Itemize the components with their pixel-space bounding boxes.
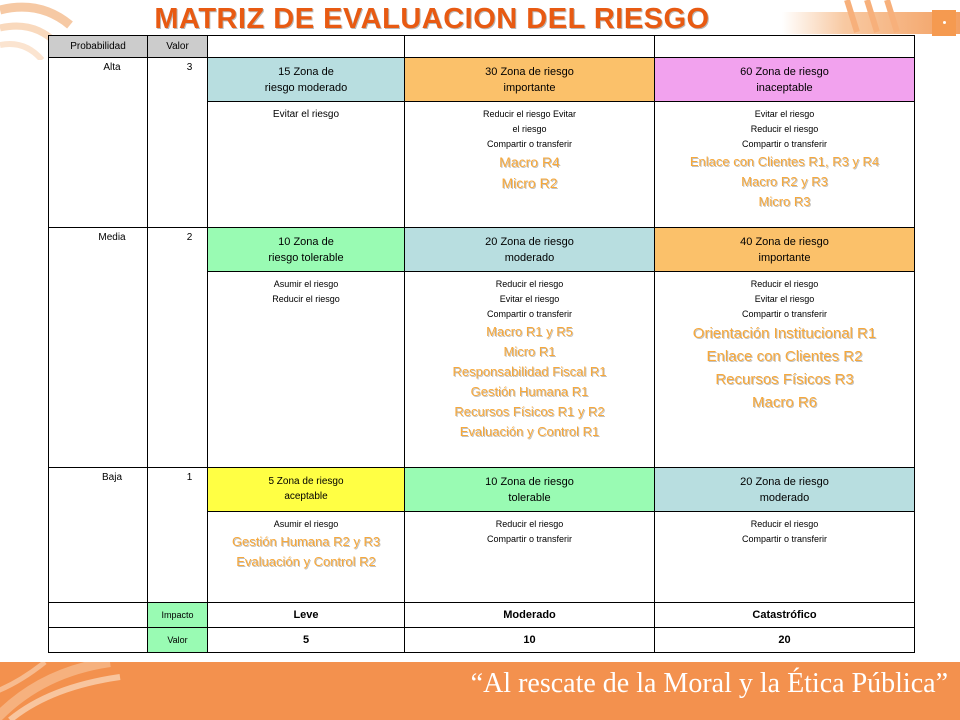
footer-slogan: “Al rescate de la Moral y la Ética Pública”: [470, 668, 948, 699]
action-text: Reducir el riesgo: [750, 124, 819, 134]
action-text: Reducir el riesgo: [495, 519, 564, 529]
valor-catastrofico: 20: [655, 628, 915, 653]
corner-square-decoration: [932, 10, 956, 36]
action-text: Reducir el riesgo: [750, 279, 819, 289]
valor-leve: 5: [208, 628, 405, 653]
media-zone-row: [49, 228, 915, 272]
zone-cell-alta-moderado: [405, 58, 655, 102]
prob-value-alta: 3: [148, 58, 208, 228]
action-text: Asumir el riesgo: [273, 279, 339, 289]
area-text: Micro R3: [758, 194, 811, 209]
zone-cell-baja-catastrofico: [655, 468, 915, 512]
valor-moderado: 10: [405, 628, 655, 653]
alta-zone-row: [49, 58, 915, 102]
action-text: Reducir el riesgo Evitar: [482, 109, 577, 119]
risk-matrix-table: [48, 35, 915, 653]
action-text: Asumir el riesgo: [273, 519, 339, 529]
zone-line: 60 Zona de riesgo: [740, 66, 829, 78]
zone-line: 15 Zona de: [278, 66, 334, 78]
area-text: Macro R4: [499, 154, 560, 170]
area-text: Micro R2: [501, 175, 558, 191]
strategy-cell-baja-catastrofico: [655, 512, 915, 603]
zone-line: 20 Zona de riesgo: [740, 476, 829, 488]
prob-value-media: 2: [148, 228, 208, 468]
zone-line: importante: [758, 252, 811, 264]
page-title: MATRIZ DE EVALUACION DEL RIESGO: [154, 3, 710, 35]
zone-cell-alta-catastrofico: [655, 58, 915, 102]
area-text: Gestión Humana R1: [470, 384, 589, 399]
prob-value-baja: 1: [148, 468, 208, 603]
zone-line: 40 Zona de riesgo: [740, 236, 829, 248]
action-text: Evitar el riesgo: [272, 109, 340, 120]
impacto-row: [49, 603, 915, 628]
impacto-leve: Leve: [208, 603, 405, 628]
header-row: [49, 36, 915, 58]
strategy-cell-media-leve: [208, 272, 405, 468]
valor-label: Valor: [148, 628, 208, 653]
strategy-cell-alta-leve: [208, 102, 405, 228]
strategy-cell-alta-moderado: [405, 102, 655, 228]
header-empty-cell: [655, 36, 915, 58]
action-text: Reducir el riesgo: [272, 294, 340, 304]
area-text: Macro R1 y R5: [486, 324, 573, 339]
zone-line: 20 Zona de riesgo: [485, 236, 574, 248]
header-empty-cell: [208, 36, 405, 58]
area-text: Micro R1: [503, 344, 556, 359]
prob-label-alta: Alta: [49, 58, 148, 228]
area-text: Evaluación y Control R1: [459, 424, 600, 439]
action-text: Compartir o transferir: [741, 309, 828, 319]
header-probabilidad: Probabilidad: [49, 36, 148, 58]
header-valor: Valor: [148, 36, 208, 58]
strategy-cell-baja-moderado: [405, 512, 655, 603]
zone-cell-media-moderado: [405, 228, 655, 272]
impacto-label: Impacto: [148, 603, 208, 628]
zone-line: moderado: [759, 492, 810, 504]
footer-swirl-decoration: [0, 662, 200, 720]
action-text: Evitar el riesgo: [499, 294, 560, 304]
strategy-cell-media-moderado: [405, 272, 655, 468]
zone-line: tolerable: [508, 492, 551, 504]
strategy-cell-baja-leve: [208, 512, 405, 603]
action-text: el riesgo: [512, 124, 547, 134]
zone-cell-media-catastrofico: [655, 228, 915, 272]
action-text: Evitar el riesgo: [754, 109, 815, 119]
strategy-cell-alta-catastrofico: [655, 102, 915, 228]
header-empty-cell: [405, 36, 655, 58]
area-text: Recursos Físicos R1 y R2: [454, 404, 605, 419]
baja-zone-row: [49, 468, 915, 512]
valor-row: [49, 628, 915, 653]
area-text: Macro R2 y R3: [741, 174, 828, 189]
area-text: Gestión Humana R2 y R3: [231, 534, 381, 549]
action-text: Compartir o transferir: [486, 534, 573, 544]
zone-line: inaceptable: [756, 82, 813, 94]
area-text: Responsabilidad Fiscal R1: [452, 364, 607, 379]
zone-line: riesgo tolerable: [268, 252, 344, 264]
action-text: Compartir o transferir: [741, 139, 828, 149]
zone-line: riesgo moderado: [264, 82, 348, 94]
area-text: Enlace con Clientes R2: [706, 348, 863, 365]
zone-cell-alta-leve: [208, 58, 405, 102]
zone-line: 10 Zona de riesgo: [485, 476, 574, 488]
zone-line: importante: [503, 82, 556, 94]
zone-line: moderado: [504, 252, 555, 264]
prob-label-media: Media: [49, 228, 148, 468]
strategy-cell-media-catastrofico: [655, 272, 915, 468]
empty-cell: [49, 628, 148, 653]
action-text: Evitar el riesgo: [754, 294, 815, 304]
area-text: Orientación Institucional R1: [692, 325, 877, 342]
zone-cell-media-leve: [208, 228, 405, 272]
area-text: Recursos Físicos R3: [715, 371, 854, 388]
empty-cell: [49, 603, 148, 628]
prob-label-baja: Baja: [49, 468, 148, 603]
area-text: Enlace con Clientes R1, R3 y R4: [689, 154, 880, 169]
zone-line: aceptable: [284, 491, 328, 502]
zone-line: 5 Zona de riesgo: [268, 476, 344, 487]
action-text: Compartir o transferir: [486, 309, 573, 319]
action-text: Reducir el riesgo: [495, 279, 564, 289]
zone-cell-baja-moderado: [405, 468, 655, 512]
area-text: Macro R6: [751, 394, 818, 411]
impacto-catastrofico: Catastrófico: [655, 603, 915, 628]
area-text: Evaluación y Control R2: [236, 554, 376, 569]
impacto-moderado: Moderado: [405, 603, 655, 628]
action-text: Compartir o transferir: [741, 534, 828, 544]
zone-line: 10 Zona de: [278, 236, 334, 248]
zone-line: 30 Zona de riesgo: [485, 66, 574, 78]
action-text: Reducir el riesgo: [750, 519, 819, 529]
zone-cell-baja-leve: [208, 468, 405, 512]
action-text: Compartir o transferir: [486, 139, 573, 149]
